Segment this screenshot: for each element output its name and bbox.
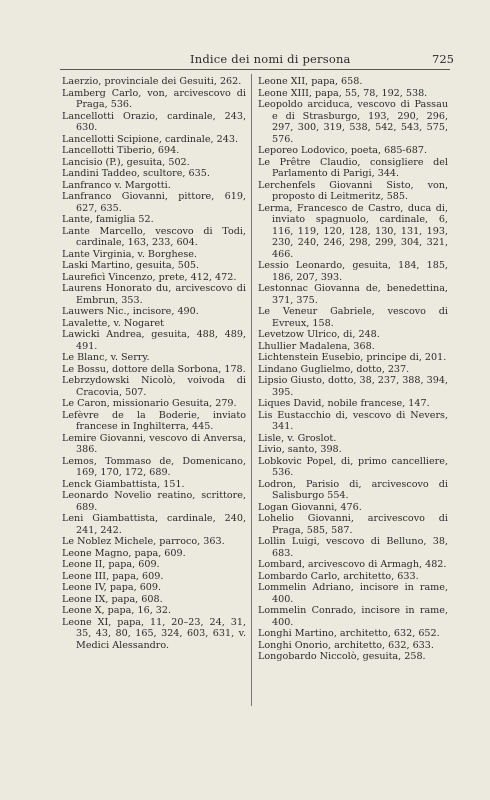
index-entry: Livio, santo, 398. [258, 444, 342, 455]
index-entry: Lombardo Carlo, architetto, 633. [258, 570, 419, 582]
index-entry: Lerma, Francesco de Castro, duca di, inviato spagnuolo, cardinale, 6, 116, 119, 120, 128, 130, 131, 193, 230, 240, 246, 298, 299, 304, 321, 466. [258, 202, 448, 260]
index-entry: Lebrzydowski Nicolò, voivoda di Cracovia, 507. [62, 375, 246, 398]
index-entry: Le Bossu, dottore della Sorbona, 178. [62, 363, 246, 375]
index-entry: Longobardo Niccolò, gesuita, 258. [258, 651, 426, 662]
index-column-left [62, 76, 246, 651]
index-entry: Lawicki Andrea, gesuita, 488, 489, 491. [62, 329, 246, 352]
index-entry: Leone IX, papa, 608. [62, 593, 163, 605]
index-entry: Leone X, papa, 16, 32. [62, 605, 172, 616]
index-entry: Lavalette, v. Nogaret [62, 317, 164, 329]
index-entry: Lessio Leonardo, gesuita, 184, 185, 186, 207, 393. [258, 260, 448, 283]
index-entry: Lipsio Giusto, dotto, 38, 237, 388, 394, 395. [258, 375, 448, 398]
index-entry: Lobkovic Popel, di, primo cancelliere, 536. [258, 455, 448, 478]
index-entry: Lindano Guglielmo, dotto, 237. [258, 363, 410, 375]
index-entry: Le Prêtre Claudio, consigliere del Parlamento di Parigi, 344. [258, 156, 448, 179]
index-entry: Lis Eustacchio di, vescovo di Nevers, 341. [258, 409, 448, 432]
index-entry: Lante Virginia, v. Borghese. [62, 248, 197, 260]
index-entry: Levetzow Ulrico, di, 248. [258, 329, 380, 340]
index-entry: Leone IV, papa, 609. [62, 582, 162, 593]
index-entry: Laerzio, provinciale dei Gesuiti, 262. [62, 76, 242, 87]
index-entry: Leporeo Lodovico, poeta, 685-687. [258, 145, 428, 156]
index-entry: Leonardo Novelio reatino, scrittore, 689. [62, 490, 246, 513]
page-number: 725 [432, 52, 454, 66]
index-column-right [258, 76, 448, 663]
index-entry: Leone II, papa, 609. [62, 559, 160, 570]
index-entry: Lenck Giambattista, 151. [62, 478, 185, 490]
index-entry: Leni Giambattista, cardinale, 240, 241, 242. [62, 513, 246, 536]
index-entry: Lombard, arcivescovo di Armagh, 482. [258, 559, 447, 570]
index-entry: Lerchenfels Giovanni Sisto, von, proposto di Leitmeritz, 585. [258, 179, 448, 202]
index-entry: Logan Giovanni, 476. [258, 501, 362, 513]
index-entry: Lanfranco Giovanni, pittore, 619, 627, 635. [62, 191, 246, 214]
index-entry: Lancellotti Scipione, cardinale, 243. [62, 133, 239, 145]
index-entry: Le Blanc, v. Serry. [62, 352, 150, 363]
header-rule [60, 69, 450, 70]
index-entry: Laurens Honorato du, arcivescovo di Embrun, 353. [62, 283, 246, 306]
index-entry: Lemos, Tommaso de, Domenicano, 169, 170, 172, 689. [62, 455, 246, 478]
index-entry: Leopoldo arciduca, vescovo di Passau e di Strasburgo, 193, 290, 296, 297, 300, 319, 538, 542, 543, 575, 576. [258, 99, 448, 145]
index-entry: Le Caron, missionario Gesuita, 279. [62, 398, 237, 409]
index-entry: Liques David, nobile francese, 147. [258, 398, 430, 409]
index-entry: Lestonnac Giovanna de, benedettina, 371, 375. [258, 283, 448, 306]
index-entry: Lohelio Giovanni, arcivescovo di Praga, 585, 587. [258, 513, 448, 536]
index-entry: Lancisio (P.), gesuita, 502. [62, 156, 190, 168]
index-entry: Landini Taddeo, scultore, 635. [62, 168, 210, 179]
running-title: Indice dei nomi di persona [190, 52, 351, 66]
index-entry: Lichtenstein Eusebio, principe di, 201. [258, 352, 447, 363]
index-entry: Lodron, Parisio di, arcivescovo di Salisburgo 554. [258, 478, 448, 501]
index-entry: Lante Marcello, vescovo di Todi, cardinale, 163, 233, 604. [62, 225, 246, 248]
index-entry: Le Noblez Michele, parroco, 363. [62, 536, 225, 547]
index-entry: Leone XIII, papa, 55, 78, 192, 538. [258, 87, 428, 99]
index-entry: Lemire Giovanni, vescovo di Anversa, 386. [62, 432, 246, 455]
index-entry: Laski Martino, gesuita, 505. [62, 260, 200, 271]
index-entry: Lante, famiglia 52. [62, 214, 154, 225]
index-entry: Lancellotti Tiberio, 694. [62, 145, 180, 156]
index-entry: Lauwers Nic., incisore, 490. [62, 306, 199, 317]
index-entry: Leone Magno, papa, 609. [62, 547, 186, 559]
index-entry: Leone III, papa, 609. [62, 570, 164, 582]
index-entry: Lollin Luigi, vescovo di Belluno, 38, 683. [258, 536, 448, 559]
index-entry: Lancellotti Orazio, cardinale, 243, 630. [62, 110, 246, 133]
index-entry: Lamberg Carlo, von, arcivescovo di Praga, 536. [62, 87, 246, 110]
index-entry: Longhi Onorio, architetto, 632, 633. [258, 639, 434, 651]
index-entry: Laureficì Vincenzo, prete, 412, 472. [62, 271, 237, 283]
index-entry: Leone XII, papa, 658. [258, 76, 363, 87]
index-entry: Lommelin Conrado, incisore in rame, 400. [258, 605, 448, 628]
index-entry: Lommelin Adriano, incisore in rame, 400. [258, 582, 448, 605]
index-entry: Lefèvre de la Boderie, inviato francese in Inghilterra, 445. [62, 409, 246, 432]
index-entry: Lisle, v. Groslot. [258, 432, 337, 444]
index-entry: Leone XI, papa, 11, 20–23, 24, 31, 35, 43, 80, 165, 324, 603, 631, v. Medici Alessandro. [62, 616, 246, 651]
column-divider [251, 74, 252, 706]
index-entry: Lhullier Madalena, 368. [258, 340, 375, 352]
index-entry: Longhi Martino, architetto, 632, 652. [258, 628, 440, 639]
index-entry: Lanfranco v. Margotti. [62, 179, 171, 191]
index-entry: Le Veneur Gabriele, vescovo di Evreux, 158. [258, 306, 448, 329]
